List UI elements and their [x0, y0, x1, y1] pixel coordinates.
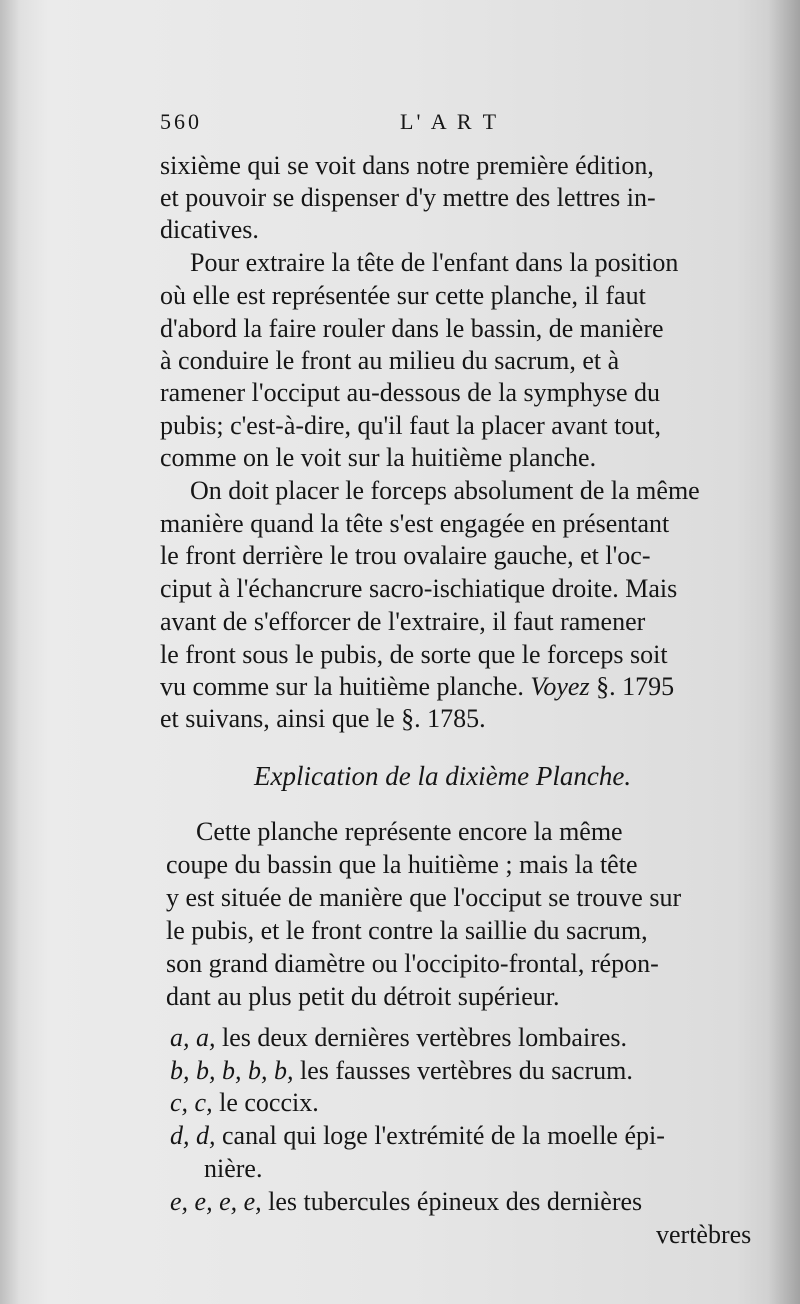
page-shadow-right: [768, 0, 800, 1304]
text-line: le pubis, et le front contre la saillie du sacrum,: [166, 916, 648, 945]
legend-entry: [170, 1120, 665, 1152]
text-line: et pouvoir se dispenser d'y mettre des lettres in-: [160, 183, 656, 212]
section-title: Explication de la dixième Planche.: [254, 761, 632, 791]
page-number: 560: [160, 109, 202, 134]
text-line: à conduire le front au milieu du sacrum, et à: [160, 346, 620, 375]
text-line: le front sous le pubis, de sorte que le forceps soit: [160, 640, 668, 669]
legend-text: les fausses vertèbres du sacrum.: [300, 1056, 633, 1085]
text-line: Pour extraire la tête de l'enfant dans la position: [190, 248, 679, 277]
text-line: On doit placer le forceps absolument de la même: [190, 476, 700, 505]
legend-text: nière.: [204, 1154, 263, 1183]
catchword: vertèbres: [656, 1220, 752, 1249]
text-line: d'abord la faire rouler dans le bassin, de manière: [160, 314, 664, 343]
text-line: avant de s'efforcer de l'extraire, il faut ramener: [160, 607, 646, 636]
legend-text: les deux dernières vertèbres lombaires.: [222, 1023, 628, 1052]
text-line: coupe du bassin que la huitième ; mais la tête: [166, 850, 638, 879]
legend-text: le coccix.: [219, 1088, 319, 1117]
text-line: sixième qui se voit dans notre première édition,: [160, 151, 654, 180]
text-line: pubis; c'est-à-dire, qu'il faut la placer avant tout,: [160, 411, 662, 440]
legend-text: canal qui loge l'extrémité de la moelle épi-: [222, 1121, 665, 1150]
text-line: manière quand la tête s'est engagée en présentant: [160, 509, 670, 538]
text-line-with-reference: [160, 671, 674, 703]
legend-letters: c, c,: [170, 1088, 213, 1117]
text-line: dant au plus petit du détroit supérieur.: [166, 982, 560, 1011]
text-line: dicatives.: [160, 215, 259, 244]
text-line: et suivans, ainsi que le §. 1785.: [160, 704, 486, 733]
page-shadow-left: [0, 0, 20, 1304]
legend-entry: [170, 1186, 642, 1218]
legend-entry: [170, 1087, 319, 1119]
text-line: ciput à l'échancrure sacro-ischiatique droite. Mais: [160, 574, 678, 603]
legend-text: les tubercules épineux des dernières: [268, 1187, 643, 1216]
text-segment: vu comme sur la huitième planche.: [160, 672, 524, 701]
text-line: où elle est représentée sur cette planche, il faut: [160, 281, 646, 310]
section-reference: §. 1795: [596, 672, 675, 701]
legend-letters: b, b, b, b, b,: [170, 1056, 294, 1085]
legend-letters: a, a,: [170, 1023, 216, 1052]
legend-continuation: [204, 1153, 262, 1185]
text-line: comme on le voit sur la huitième planche.: [160, 443, 597, 472]
text-line: ramener l'occiput au-dessous de la symphyse du: [160, 378, 660, 407]
legend-letters: e, e, e, e,: [170, 1187, 262, 1216]
legend-letters: d, d,: [170, 1121, 216, 1150]
text-line: son grand diamètre ou l'occipito-frontal, répon-: [166, 949, 659, 978]
text-line: Cette planche représente encore la même: [196, 817, 623, 846]
legend-entry: [170, 1055, 633, 1087]
legend-entry: [170, 1022, 627, 1054]
text-line: y est située de manière que l'occiput se trouve sur: [166, 883, 682, 912]
running-title: L' A R T: [400, 109, 500, 134]
text-line: le front derrière le trou ovalaire gauche, et l'oc-: [160, 541, 651, 570]
voyez-reference: Voyez: [530, 672, 590, 701]
